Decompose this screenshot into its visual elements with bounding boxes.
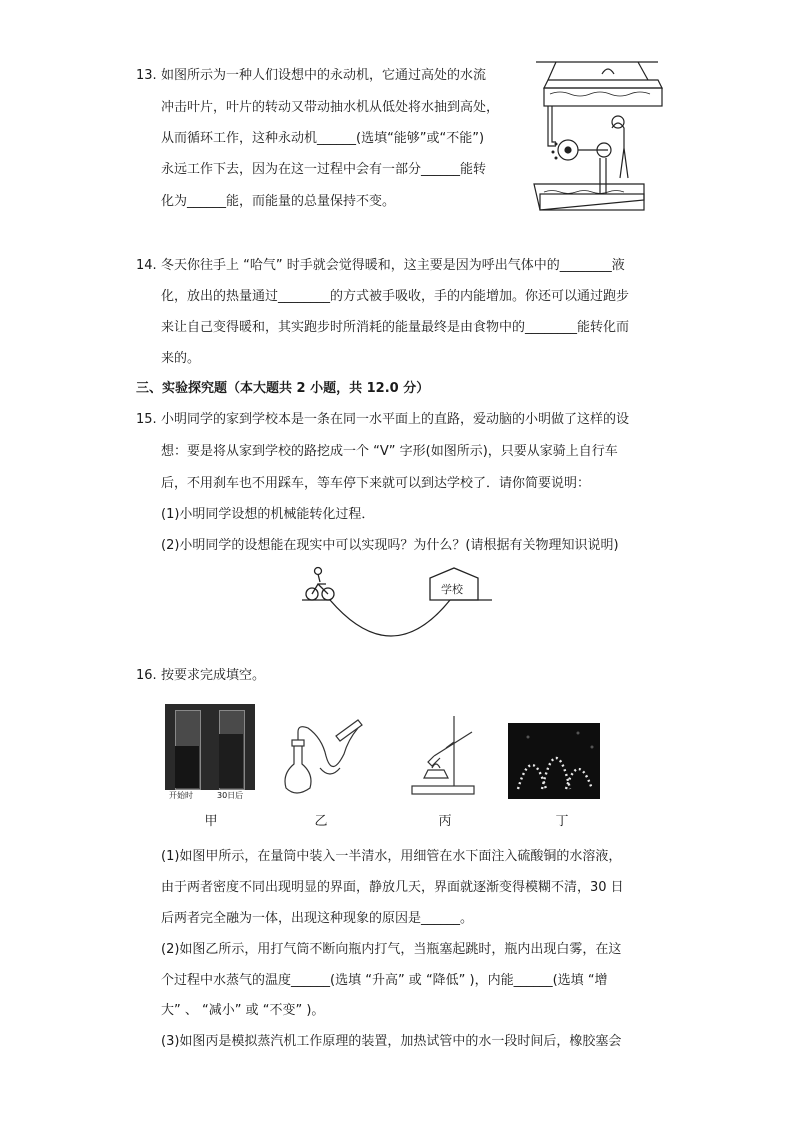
q15-line: 想：要是将从家到学校的路挖成一个 “V” 字形(如图所示)，只要从家骑上自行车 [161, 444, 618, 459]
q13-line: 永远工作下去，因为在这一过程中会有一部分______能转 [161, 162, 487, 177]
photo-label-start: 开始时 [169, 791, 193, 800]
q14-line: 来让自己变得暖和，其实跑步时所消耗的能量最终是由食物中的________能转化而 [161, 320, 630, 335]
arcs-photo [508, 723, 600, 799]
q16-line: 个过程中水蒸气的温度______(选填 “升高” 或 “降低” )，内能______(选填 “增 [161, 973, 608, 988]
q16-line: (3)如图丙是模拟蒸汽机工作原理的装置，加热试管中的水一段时间后，橡胶塞会 [161, 1034, 622, 1049]
q16-line: (2)如图乙所示，用打气筒不断向瓶内打气，当瓶塞起跳时，瓶内出现白雾，在这 [161, 942, 622, 957]
q16-line: 后两者完全融为一体，出现这种现象的原因是______。 [161, 911, 474, 926]
caption-ding: 丁 [555, 814, 569, 829]
photo-label-after: 30日后 [217, 791, 244, 800]
steam-model-figure [408, 712, 478, 800]
q15-line: 小明同学的家到学校本是一条在同一水平面上的直路，爱动脑的小明做了这样的设 [161, 412, 630, 427]
caption-bing: 丙 [438, 814, 452, 829]
perpetual-motion-machine-figure [526, 58, 668, 224]
q15-number: 15. [136, 412, 157, 427]
caption-yi: 乙 [314, 814, 328, 829]
q14-line: 来的。 [161, 351, 201, 366]
q16-intro: 按要求完成填空。 [161, 668, 266, 683]
q13-line: 如图所示为一种人们设想中的永动机，它通过高处的水流 [161, 68, 487, 83]
school-label: 学校 [441, 583, 463, 596]
caption-jia: 甲 [204, 814, 218, 829]
cylinders-photo [165, 704, 255, 802]
q16-line: (1)如图甲所示，在量筒中装入一半清水，用细管在水下面注入硫酸铜的水溶液， [161, 849, 622, 864]
q15-line: 后，不用刹车也不用踩车，等车停下来就可以到达学校了．请你简要说明： [161, 476, 591, 491]
q13-line: 从而循环工作，这种永动机______(选填“能够”或“不能”) [161, 131, 485, 146]
q15-line: (2)小明同学的设想能在现实中可以实现吗？为什么？(请根据有关物理知识说明) [161, 538, 619, 553]
q16-number: 16. [136, 668, 157, 683]
q16-line: 大” 、 “减小” 或 “不变” )。 [161, 1003, 325, 1018]
q13-line: 冲击叶片，叶片的转动又带动抽水机从低处将水抽到高处， [161, 100, 500, 115]
section-heading: 三、实验探究题（本大题共 2 小题，共 12.0 分） [136, 381, 430, 396]
q14-number: 14. [136, 258, 157, 273]
flask-pump-figure [280, 716, 368, 800]
q14-line: 化，放出的热量通过________的方式被手吸收，手的内能增加。你还可以通过跑步 [161, 289, 630, 304]
q14-line: 冬天你往手上 “哈气” 时手就会觉得暖和，这主要是因为呼出气体中的________液 [161, 258, 625, 273]
q16-line: 由于两者密度不同出现明显的界面，静放几天，界面就逐渐变得模糊不清，30 日 [161, 880, 624, 895]
q15-line: (1)小明同学设想的机械能转化过程． [161, 507, 375, 522]
q13-line: 化为______能，而能量的总量保持不变。 [161, 194, 396, 209]
v-road-figure [300, 564, 496, 644]
q13-number: 13. [136, 68, 157, 83]
